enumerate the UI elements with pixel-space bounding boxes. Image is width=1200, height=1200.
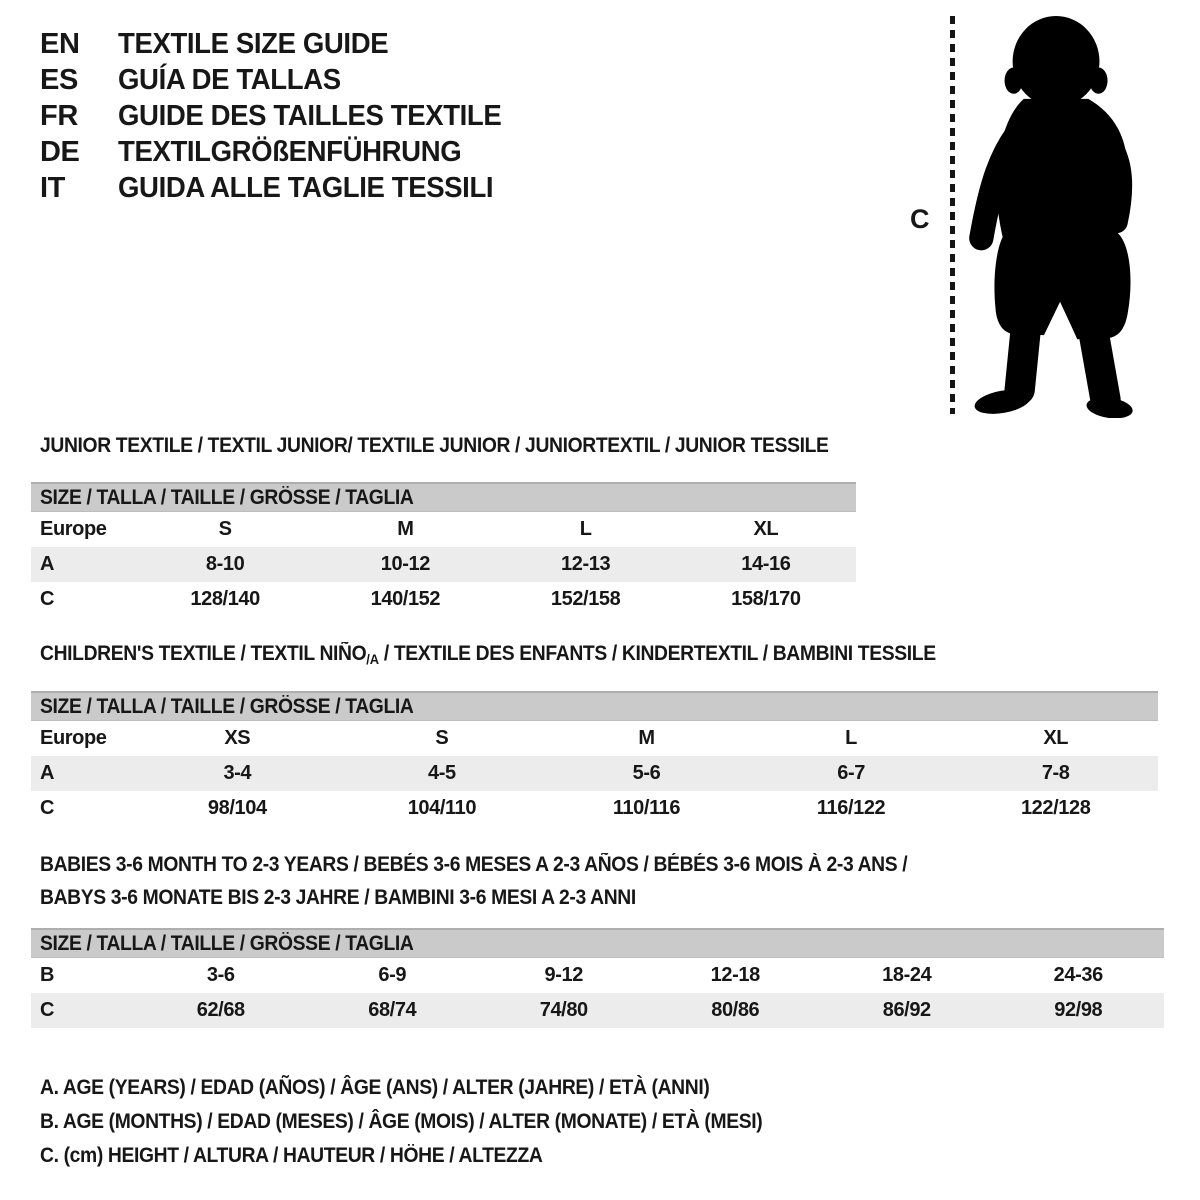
size-cell: XL [753, 518, 779, 540]
value-cell: 98/104 [207, 797, 267, 819]
children-age-row [31, 756, 1158, 791]
language-row [40, 98, 522, 134]
value-cell: 6-7 [837, 762, 865, 784]
size-cell: M [638, 727, 655, 749]
value-cell: 158/170 [731, 588, 801, 610]
junior-section-heading [40, 433, 897, 459]
value-cell: 74/80 [539, 999, 588, 1021]
size-cell: S [218, 518, 232, 540]
value-cell: 140/152 [370, 588, 441, 610]
size-cell: L [845, 727, 857, 749]
value-cell: 5-6 [632, 762, 661, 784]
value-cell: 128/140 [190, 588, 260, 610]
row-label: A [40, 762, 55, 784]
value-cell: 68/74 [368, 999, 417, 1021]
language-title: GUIDA ALLE TAGLIE TESSILI [118, 171, 494, 204]
value-cell: 122/128 [1020, 797, 1091, 819]
junior-size-table [31, 482, 856, 617]
value-cell: 6-9 [378, 964, 407, 986]
size-cell: L [579, 518, 592, 540]
value-cell: 86/92 [882, 999, 931, 1021]
value-cell: 12-13 [561, 553, 611, 575]
children-columns-row [31, 721, 1158, 756]
junior-columns-row [31, 512, 856, 547]
toddler-head [1013, 16, 1100, 107]
row-label: C [40, 999, 55, 1021]
legend-line-a: A. AGE (YEARS) / EDAD (AÑOS) / ÂGE (ANS) / ALTER (JAHRE) / ETÀ (ANNI) [40, 1076, 710, 1099]
children-section-heading [40, 641, 1014, 672]
value-cell: 104/110 [407, 797, 477, 819]
height-c-label: C [910, 204, 930, 234]
nino-a-subscript: /A [366, 651, 379, 667]
legend-line-c: C. (cm) HEIGHT / ALTURA / HAUTEUR / HÖHE / ALTEZZA [40, 1144, 543, 1167]
language-row [40, 62, 522, 98]
value-cell: 110/116 [612, 797, 681, 819]
children-height-row [31, 791, 1158, 826]
babies-months-row [31, 958, 1164, 993]
region-label: Europe [40, 518, 107, 540]
row-label: A [40, 553, 55, 575]
language-title: TEXTILGRÖßENFÜHRUNG [118, 135, 462, 168]
babies-size-table [31, 928, 1164, 1028]
value-cell: 80/86 [711, 999, 760, 1021]
language-code: IT [40, 171, 65, 204]
value-cell: 12-18 [710, 964, 760, 986]
row-label: C [40, 797, 55, 819]
babies-size-header-bar [31, 928, 1164, 958]
value-cell: 4-5 [428, 762, 456, 784]
value-cell: 152/158 [550, 588, 621, 610]
size-cell: XS [224, 727, 251, 749]
language-title: GUIDE DES TAILLES TEXTILE [118, 99, 502, 132]
babies-height-row [31, 993, 1164, 1028]
children-section-heading-text: CHILDREN'S TEXTILE / TEXTIL $NIÑO_{/A}$ / TEXTILE DES ENFANTS / KINDERTEXTIL / BAMBINI TESSILE [40, 642, 936, 667]
region-label: Europe [40, 727, 107, 749]
value-cell: 24-36 [1053, 964, 1103, 986]
language-row [40, 170, 522, 206]
value-cell: 3-4 [223, 762, 252, 784]
junior-age-row [31, 547, 856, 582]
size-header-text: SIZE / TALLA / TAILLE / GRÖSSE / TAGLIA [40, 931, 414, 955]
value-cell: 9-12 [544, 964, 583, 986]
size-header-text: SIZE / TALLA / TAILLE / GRÖSSE / TAGLIA [40, 694, 414, 718]
children-size-header-bar [31, 691, 1158, 721]
row-label: B [40, 964, 55, 986]
language-row [40, 26, 522, 62]
value-cell: 116/122 [816, 797, 886, 819]
junior-height-row [31, 582, 856, 617]
language-code: FR [40, 99, 78, 132]
language-title: GUÍA DE TALLAS [118, 63, 341, 96]
value-cell: 92/98 [1054, 999, 1103, 1021]
value-cell: 18-24 [882, 964, 932, 986]
value-cell: 14-16 [741, 553, 791, 575]
measure-legend [40, 1071, 825, 1173]
junior-size-header-bar [31, 482, 856, 512]
language-title-list [40, 26, 522, 206]
value-cell: 62/68 [196, 999, 245, 1021]
babies-heading-line1: BABIES 3-6 MONTH TO 2-3 YEARS / BEBÉS 3-6 MESES A 2-3 AÑOS / BÉBÉS 3-6 MOIS À 2-3 ANS / [40, 853, 908, 876]
size-header-text: SIZE / TALLA / TAILLE / GRÖSSE / TAGLIA [40, 485, 414, 509]
size-cell: M [397, 518, 414, 540]
children-size-table [31, 691, 1158, 826]
junior-section-heading-text: JUNIOR TEXTILE / TEXTIL JUNIOR/ TEXTILE JUNIOR / JUNIORTEXTIL / JUNIOR TESSILE [40, 434, 829, 457]
language-code: EN [40, 27, 80, 60]
babies-section-heading [40, 848, 983, 914]
language-title: TEXTILE SIZE GUIDE [118, 27, 389, 60]
value-cell: 10-12 [380, 553, 430, 575]
toddler-silhouette-image [963, 14, 1139, 418]
legend-line-b: B. AGE (MONTHS) / EDAD (MESES) / ÂGE (MOIS) / ALTER (MONATE) / ETÀ (MESI) [40, 1110, 763, 1133]
row-label: C [40, 588, 55, 610]
size-cell: XL [1043, 727, 1069, 749]
language-row [40, 134, 522, 170]
value-cell: 3-6 [206, 964, 235, 986]
size-cell: S [435, 727, 449, 749]
language-code: ES [40, 63, 78, 96]
language-code: DE [40, 135, 80, 168]
value-cell: 8-10 [205, 553, 245, 575]
height-dashed-line [950, 16, 955, 414]
value-cell: 7-8 [1041, 762, 1070, 784]
babies-heading-line2: BABYS 3-6 MONATE BIS 2-3 JAHRE / BAMBINI 3-6 MESI A 2-3 ANNI [40, 886, 636, 909]
